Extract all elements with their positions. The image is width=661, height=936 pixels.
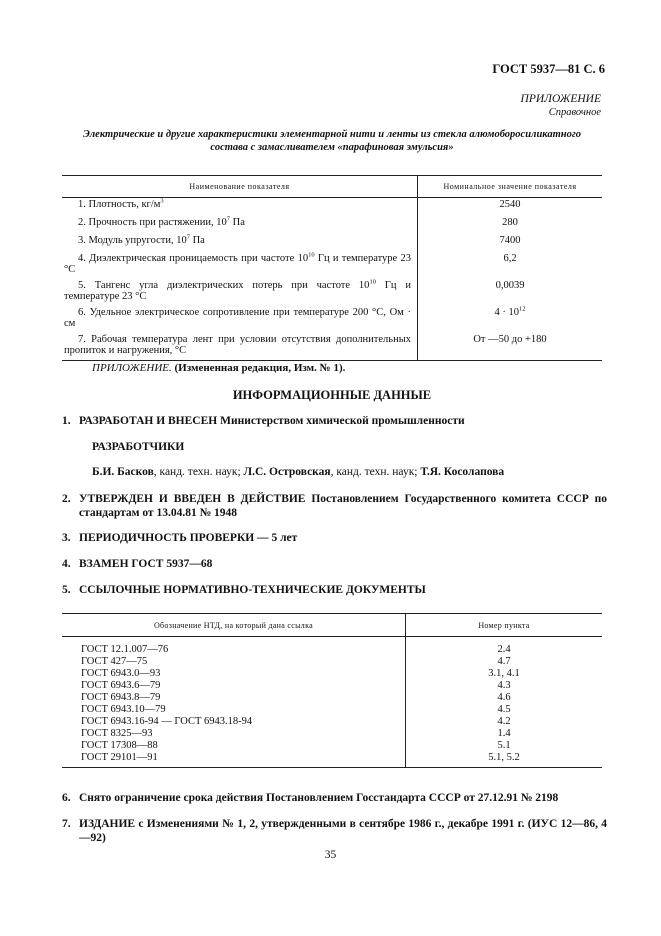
reference-doc-cell: ГОСТ 6943.10—79 [62,704,406,716]
appendix-title: ПРИЛОЖЕНИЕ [520,93,601,105]
info-item-2: 2. УТВЕРЖДЕН И ВВЕДЕН В ДЕЙСТВИЕ Постановлением Государственного комитета СССР по стандартам от 13.04.81 № 1948 [62,493,607,519]
characteristics-table [62,175,602,361]
appendix-change-note: ПРИЛОЖЕНИЕ. (Измененная редакция, Изм. № 1). [92,362,346,374]
table-row [62,279,602,306]
row-value-cell: 2540 [499,199,521,210]
reference-item-cell: 4.3 [497,680,511,691]
table-row [62,234,602,252]
row-name-cell: 2. Прочность при растяжении, $10^7$ Па [62,216,418,234]
reference-doc-cell: ГОСТ 12.1.007—76 [62,637,406,657]
row-name-cell: 7. Рабочая температура лент при условии отсутствия дополнительных пропиток и нагружения, °С [62,333,418,361]
row-name-cell: 1. Плотность, $кг/м^3$ [62,198,418,217]
column-header-name: Наименование показателя [62,176,418,198]
reference-item-cell: 5.1 [497,740,511,751]
reference-item-cell: 5.1, 5.2 [406,752,603,768]
reference-item-cell: 4.5 [497,704,511,715]
appendix-label [521,93,601,119]
references-header-row [62,614,602,637]
column-header-document: Обозначение НТД, на который дана ссылка [62,614,406,637]
info-item-1: 1. РАЗРАБОТАН И ВНЕСЕН Министерством химической промышленности [62,415,465,427]
appendix-type: Справочное [548,107,601,118]
info-item-3: 3. ПЕРИОДИЧНОСТЬ ПРОВЕРКИ — 5 лет [62,532,298,544]
table-row [62,656,602,668]
row-value-cell: 6,2 [503,253,517,264]
reference-item-cell: 2.4 [497,644,511,655]
row-name-cell: 3. Модуль упругости, $10^7$ Па [62,234,418,252]
reference-doc-cell: ГОСТ 6943.16-94 — ГОСТ 6943.18-94 [62,716,406,728]
reference-item-cell: 3.1, 4.1 [488,668,520,679]
row-name-cell: 4. Диэлектрическая проницаемость при частоте $10^{10}$ Гц и температуре 23 °С [62,252,418,279]
row-name-cell: 6. Удельное электрическое сопротивление при температуре 200 °С, Ом · см [62,306,418,333]
table-row [62,716,602,728]
table-row [62,668,602,680]
info-item-6: 6. Снято ограничение срока действия Постановлением Госстандарта СССР от 27.12.91 № 2198 [62,792,559,804]
table-row [62,637,602,657]
reference-doc-cell: ГОСТ 6943.0—93 [62,668,406,680]
developers-heading: РАЗРАБОТЧИКИ [92,441,185,453]
reference-item-cell: 4.2 [497,716,511,727]
characteristics-header-row [62,176,602,198]
table-title [62,128,602,154]
info-heading: ИНФОРМАЦИОННЫЕ ДАННЫЕ [232,388,432,402]
reference-doc-cell: ГОСТ 8325—93 [62,728,406,740]
table-row [62,704,602,716]
table-row [62,333,602,361]
table-row [62,306,602,333]
page-number: 35 [324,849,337,861]
info-item-5: 5. ССЫЛОЧНЫЕ НОРМАТИВНО-ТЕХНИЧЕСКИЕ ДОКУМЕНТЫ [62,584,426,596]
table-row [62,252,602,279]
column-header-item: Номер пункта [406,614,603,637]
row-value-cell: 280 [502,217,518,228]
reference-doc-cell: ГОСТ 29101—91 [62,752,406,768]
table-title-line-1: Электрические и другие характеристики элементарной нити и ленты из стекла алюмоборосиликатного [83,129,581,140]
row-value-cell: 7400 [499,235,521,246]
reference-item-cell: 4.6 [497,692,511,703]
references-table [62,613,602,768]
table-row [62,198,602,217]
document-header: ГОСТ 5937—81 С. 6 [492,62,605,76]
table-row [62,680,602,692]
row-name-cell: 5. Тангенс угла диэлектрических потерь при частоте $10^{10}$ Гц и температуре 23 °С [62,279,418,306]
reference-item-cell: 1.4 [497,728,511,739]
reference-doc-cell: ГОСТ 6943.8—79 [62,692,406,704]
reference-item-cell: 4.7 [497,656,511,667]
column-header-value: Номинальное значение показателя [418,176,603,198]
reference-doc-cell: ГОСТ 6943.6—79 [62,680,406,692]
table-title-line-2: состава с замасливателем «парафиновая эмульсия» [210,142,454,153]
reference-doc-cell: ГОСТ 427—75 [62,656,406,668]
table-row [62,692,602,704]
developers-list: Б.И. Басков, канд. техн. наук; Л.С. Островская, канд. техн. наук; Т.Я. Косолапова [92,466,505,478]
table-row [62,216,602,234]
row-value-cell: $4 \cdot 10^{12}$ [494,305,526,318]
row-value-cell: От —50 до +180 [418,333,603,361]
reference-doc-cell: ГОСТ 17308—88 [62,740,406,752]
table-row [62,728,602,740]
row-value-cell: 0,0039 [495,280,525,291]
info-item-7: 7. ИЗДАНИЕ с Изменениями № 1, 2, утвержденными в сентябре 1986 г., декабре 1991 г. (ИУС 12—86, 4—92) [62,818,607,844]
table-row [62,740,602,752]
table-row [62,752,602,768]
info-item-4: 4. ВЗАМЕН ГОСТ 5937—68 [62,558,213,570]
